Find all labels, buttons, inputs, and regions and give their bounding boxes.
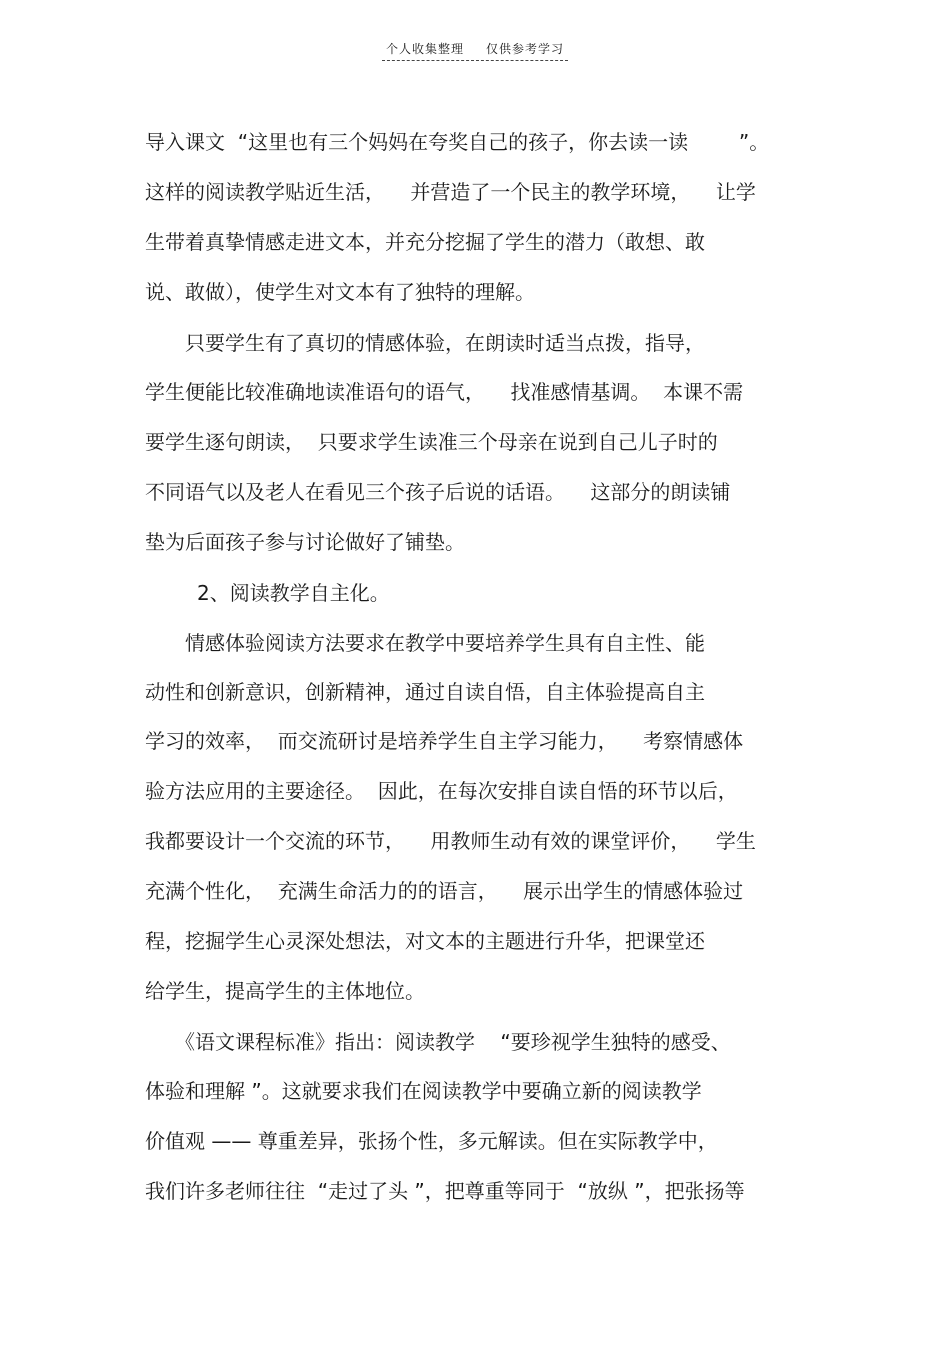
text-line: 只要学生有了真切的情感体验，在朗读时适当点拨，指导， (185, 331, 705, 355)
text-line: 导入课文 “这里也有三个妈妈在夸奖自己的孩子，你去读一读 ”。 (145, 130, 770, 154)
text-line: 学习的效率， 而交流研讨是培养学生自主学习能力， 考察情感体 (145, 729, 744, 753)
text-line: 验方法应用的主要途径。 因此，在每次安排自读自悟的环节以后， (145, 779, 738, 803)
page-header (0, 40, 950, 61)
text-line: 学生便能比较准确地读准语句的语气， 找准感情基调。 本课不需 (145, 380, 744, 404)
text-line: 给学生，提高学生的主体地位。 (145, 979, 425, 1003)
text-line: 《语文课程标准》指出：阅读教学 “要珍视学生独特的感受、 (175, 1030, 731, 1054)
text-line: 说、敢做），使学生对文本有了独特的理解。 (145, 280, 535, 304)
text-line: 价值观 —— 尊重差异，张扬个性，多元解读。但在实际教学中， (145, 1129, 718, 1153)
text-line: 这样的阅读教学贴近生活， 并营造了一个民主的教学环境， 让学 (145, 180, 756, 204)
text-line: 不同语气以及老人在看见三个孩子后说的话语。 这部分的朗读铺 (145, 480, 731, 504)
text-line: 程，挖掘学生心灵深处想法，对文本的主题进行升华，把课堂还 (145, 929, 705, 953)
text-line: 充满个性化， 充满生命活力的的语言， 展示出学生的情感体验过 (145, 879, 744, 903)
header-left-text: 个人收集整理 (385, 42, 464, 56)
text-line: 垫为后面孩子参与讨论做好了铺垫。 (145, 530, 465, 554)
text-line: 我们许多老师往往 “走过了头 ”，把尊重等同于 “放纵 ”，把张扬等 (145, 1179, 745, 1203)
text-line: 体验和理解 ”。这就要求我们在阅读教学中要确立新的阅读教学 (145, 1079, 702, 1103)
header-watermark (382, 40, 568, 61)
text-line: 要学生逐句朗读， 只要求学生读准三个母亲在说到自己儿子时的 (145, 430, 718, 454)
text-line: 情感体验阅读方法要求在教学中要培养学生具有自主性、能 (185, 631, 705, 655)
header-right-text: 仅供参考学习 (486, 42, 565, 56)
text-line: 动性和创新意识，创新精神，通过自读自悟，自主体验提高自主 (145, 680, 705, 704)
section-heading: 2、阅读教学自主化。 (197, 581, 390, 605)
text-line: 生带着真挚情感走进文本，并充分挖掘了学生的潜力（敢想、敢 (145, 230, 705, 254)
text-line: 我都要设计一个交流的环节， 用教师生动有效的课堂评价， 学生 (145, 829, 756, 853)
